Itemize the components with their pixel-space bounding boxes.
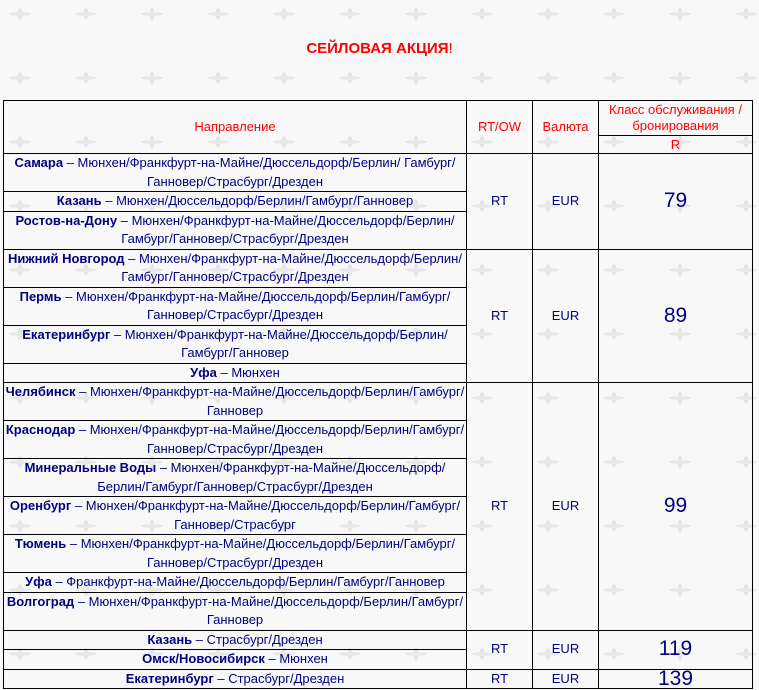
direction-cell — [4, 325, 467, 363]
route-destinations: – Мюнхен/Франкфурт-на-Майне/Дюссельдорф/Берлин/Гамбург/Ганновер — [110, 326, 448, 360]
title-mark: ! — [448, 40, 453, 57]
origin-city: Волгоград — [6, 593, 75, 609]
currency-cell: EUR — [533, 383, 599, 631]
origin-city: Краснодар — [5, 422, 76, 437]
route-destinations: – Мюнхен/Франкфурт-на-Майне/Дюссельдорф/Берлин/ Гамбург/Ганновер/Страсбург/Дрезден — [63, 155, 456, 189]
origin-city: Уфа — [25, 574, 52, 589]
route-destinations: – Мюнхен/Франкфурт-на-Майне/Дюссельдорф/Берлин/Гамбург/Ганновер/Страсбург/Дрезден — [61, 288, 451, 322]
rtow-cell: RT — [467, 383, 533, 631]
currency-cell: EUR — [533, 249, 599, 383]
route-destinations: – Страсбург/Дрезден — [213, 670, 345, 686]
direction-cell — [4, 592, 467, 630]
origin-city: Челябинск — [5, 384, 76, 399]
direction-cell — [4, 459, 467, 497]
origin-city: Казань — [147, 631, 193, 647]
fares-body — [4, 154, 753, 689]
direction-cell — [4, 211, 467, 249]
route-destinations: – Мюнхен/Дюссельдорф/Берлин/Гамбург/Ганновер — [101, 193, 414, 208]
direction-cell — [4, 669, 467, 689]
route-destinations: – Мюнхен/Франкфурт-на-Майне/Дюссельдорф/Берлин/Гамбург/Ганновер — [74, 593, 464, 627]
origin-city: Пермь — [19, 288, 62, 304]
route-destinations: – Мюнхен — [264, 651, 328, 666]
route-destinations: – Мюнхен/Франкфурт-на-Майне/Дюссельдорф/Берлин/Гамбург/Ганновер/Страсбург/Дрезден — [121, 250, 462, 284]
origin-city: Уфа — [190, 364, 217, 380]
header-direction: Направление — [4, 101, 467, 154]
origin-city: Тюмень — [14, 536, 67, 551]
origin-city: Казань — [56, 193, 102, 208]
origin-city: Нижний Новгород — [8, 250, 125, 266]
title-text: СЕЙЛОВАЯ АКЦИЯ — [306, 40, 449, 57]
rtow-cell: RT — [467, 249, 533, 383]
direction-cell — [4, 650, 467, 670]
route-destinations: – Франкфурт-на-Майне/Дюссельдорф/Берлин/Гамбург/Ганновер — [51, 574, 445, 589]
origin-city: Екатеринбург — [22, 326, 111, 342]
route-destinations: – Мюнхен/Франкфурт-на-Майне/Дюссельдорф/Берлин/Гамбург/Ганновер — [75, 384, 465, 418]
header-rtow: RT/OW — [467, 101, 533, 154]
price-cell: 119 — [599, 630, 753, 669]
table-row — [4, 249, 753, 287]
price-cell: 89 — [599, 249, 753, 383]
table-row — [4, 154, 753, 192]
rtow-cell: RT — [467, 630, 533, 669]
route-destinations: – Мюнхен/Франкфурт-на-Майне/Дюссельдорф/Берлин/Гамбург/Ганновер/Страсбург/Дрезден — [66, 536, 456, 570]
route-destinations: – Мюнхен/Франкфурт-на-Майне/Дюссельдорф/Берлин/Гамбург/Ганновер/Страсбург — [71, 498, 461, 532]
origin-city: Минеральные Воды — [24, 460, 157, 475]
direction-cell — [4, 192, 467, 212]
currency-cell: EUR — [533, 154, 599, 250]
route-destinations: – Мюнхен/Франкфурт-на-Майне/Дюссельдорф/Берлин/Гамбург/Ганновер/Страсбург/Дрезден — [75, 422, 465, 456]
origin-city: Оренбург — [9, 498, 72, 513]
header-class-code: R — [599, 136, 753, 154]
route-destinations: – Мюнхен/Франкфурт-на-Майне/Дюссельдорф/Берлин/Гамбург/Ганновер/Страсбург/Дрезден — [117, 212, 455, 246]
origin-city: Омск/Новосибирск — [142, 651, 265, 666]
direction-cell — [4, 383, 467, 421]
price-cell: 139 — [599, 669, 753, 689]
direction-cell — [4, 497, 467, 535]
header-class: Класс обслуживания / бронирования — [599, 101, 753, 136]
route-destinations: – Страсбург/Дрезден — [192, 631, 323, 647]
price-cell: 79 — [599, 154, 753, 250]
origin-city: Самара — [14, 155, 64, 170]
table-row — [4, 669, 753, 689]
origin-city: Екатеринбург — [125, 670, 214, 686]
rtow-cell: RT — [467, 669, 533, 689]
header-currency: Валюта — [533, 101, 599, 154]
page-title — [0, 40, 759, 57]
table-row — [4, 630, 753, 650]
rtow-cell: RT — [467, 154, 533, 250]
direction-cell — [4, 535, 467, 573]
table-row — [4, 383, 753, 421]
direction-cell — [4, 363, 467, 383]
direction-cell — [4, 573, 467, 593]
origin-city: Ростов-на-Дону — [15, 212, 118, 228]
direction-cell — [4, 287, 467, 325]
fares-table — [3, 100, 753, 689]
route-destinations: – Мюнхен — [216, 364, 280, 380]
direction-cell — [4, 154, 467, 192]
route-destinations: – Мюнхен/Франкфурт-на-Майне/Дюссельдорф/Берлин/Гамбург/Ганновер/Страсбург/Дрезден — [97, 460, 446, 494]
direction-cell — [4, 421, 467, 459]
currency-cell: EUR — [533, 669, 599, 689]
price-cell: 99 — [599, 383, 753, 631]
currency-cell: EUR — [533, 630, 599, 669]
direction-cell — [4, 249, 467, 287]
direction-cell — [4, 630, 467, 650]
